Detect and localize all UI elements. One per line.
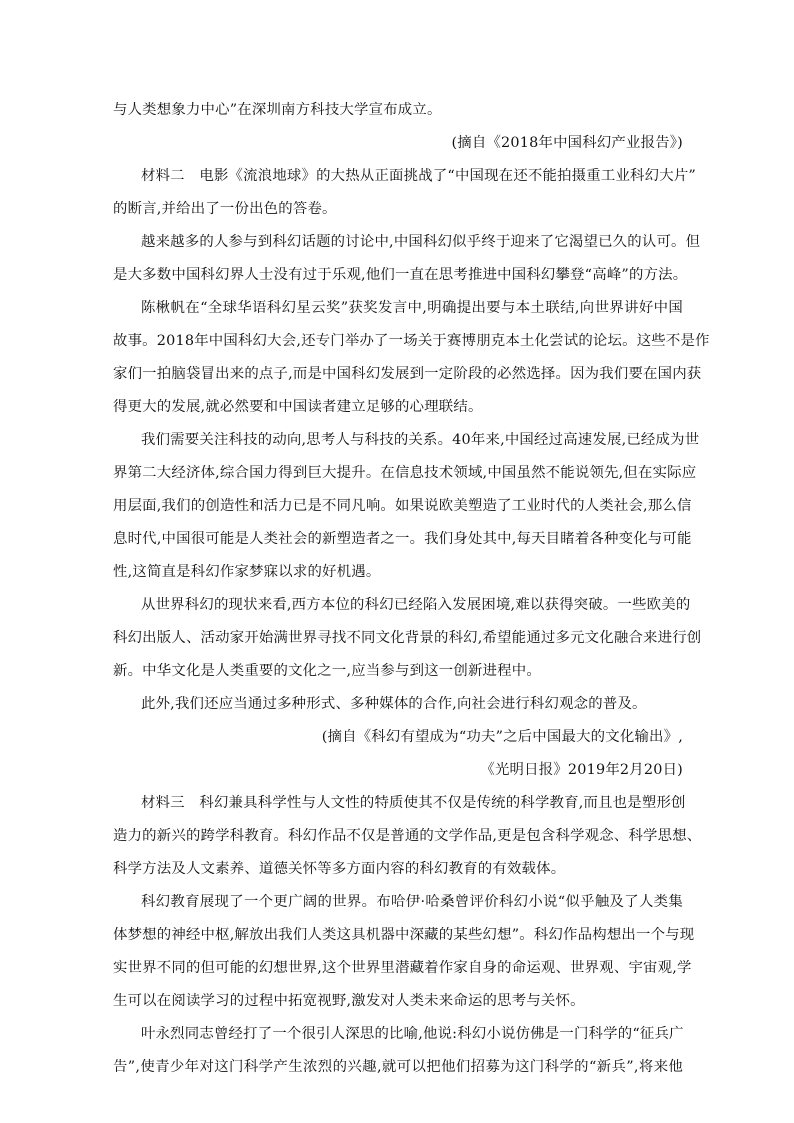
text-line: 息时代,中国很可能是人类社会的新塑造者之一。我们身处其中,每天目睹着各种变化与可能 xyxy=(113,531,692,547)
text-line: 家们一拍脑袋冒出来的点子,而是中国科幻发展到一定阶段的必然选择。因为我们要在国内获 xyxy=(113,366,702,382)
text-line: 此外,我们还应当通过多种形式、多种媒体的合作,向社会进行科幻观念的普及。 xyxy=(141,696,647,712)
text-line: 陈楸帆在“全球华语科幻星云奖”获奖发言中,明确提出要与本土联结,向世界讲好中国 xyxy=(141,300,683,316)
text-line: 性,这简直是科幻作家梦寐以求的好机遇。 xyxy=(113,564,381,580)
material-two-heading-line: 材料二 电影《流浪地球》的大热从正面挑战了“中国现在还不能拍摄重工业科幻大片” xyxy=(141,168,696,184)
text-line: 科幻出版人、活动家开始满世界寻找不同文化背景的科幻,希望能通过多元文化融合来进行创 xyxy=(113,630,702,646)
text-line: 是大多数中国科幻界人士没有过于乐观,他们一直在思考推进中国科幻攀登“高峰”的方法。 xyxy=(113,267,688,283)
text-line: 的断言,并给出了一份出色的答卷。 xyxy=(113,201,337,217)
text-line: 告”,使青少年对这门科学产生浓烈的兴趣,就可以把他们招募为这门科学的“新兵”,将来他 xyxy=(113,1059,683,1075)
text-line: 造力的新兴的跨学科教育。科幻作品不仅是普通的文学作品,更是包含科学观念、科学思想、 xyxy=(113,828,702,844)
text-line: 生可以在阅读学习的过程中拓宽视野,激发对人类未来命运的思考与关怀。 xyxy=(113,993,585,1009)
material-three-heading-line: 材料三 科幻兼具科学性与人文性的特质使其不仅是传统的科学教育,而且也是塑形创 xyxy=(141,795,686,811)
text-line: 越来越多的人参与到科幻话题的讨论中,中国科幻似乎终于迎来了它渴望已久的认可。但 xyxy=(141,234,701,250)
source-citation: 《光明日报》2019年2月20日) xyxy=(480,762,683,778)
text-line: 与人类想象力中心”在深圳南方科技大学宣布成立。 xyxy=(113,102,442,118)
text-line: 界第二大经济体,综合国力得到巨大提升。在信息技术领域,中国虽然不能说领先,但在实际应 xyxy=(113,465,697,481)
text-line: 体梦想的神经中枢,解放出我们人类这具机器中深藏的某些幻想”。科幻作品构想出一个与现 xyxy=(113,927,695,943)
source-citation: (摘自《科幻有望成为“功夫”之后中国最大的文化输出》, xyxy=(321,729,683,745)
text-line: 科幻教育展现了一个更广阔的世界。布哈伊·哈桑曾评价科幻小说“似乎触及了人类集 xyxy=(141,894,683,910)
text-line: 得更大的发展,就必然要和中国读者建立足够的心理联结。 xyxy=(113,399,483,415)
text-line: 用层面,我们的创造性和活力已是不同凡响。如果说欧美塑造了工业时代的人类社会,那么信 xyxy=(113,498,692,514)
text-line: 故事。2018年中国科幻大会,还专门举办了一场关于赛博朋克本土化尝试的论坛。这些不是作 xyxy=(113,333,710,349)
source-citation: (摘自《2018年中国科幻产业报告》) xyxy=(451,135,683,151)
text-line: 我们需要关注科技的动向,思考人与科技的关系。40年来,中国经过高速发展,已经成为世 xyxy=(141,432,700,448)
text-line: 从世界科幻的现状来看,西方本位的科幻已经陷入发展困境,难以获得突破。一些欧美的 xyxy=(141,597,691,613)
text-line: 科学方法及人文素养、道德关怀等多方面内容的科幻教育的有效载体。 xyxy=(113,861,566,877)
text-line: 叶永烈同志曾经打了一个很引人深思的比喻,他说:科幻小说仿佛是一门科学的“征兵广 xyxy=(141,1026,684,1042)
text-line: 新。中华文化是人类重要的文化之一,应当参与到这一创新进程中。 xyxy=(113,663,541,679)
text-line: 实世界不同的但可能的幻想世界,这个世界里潜藏着作家自身的命运观、世界观、宇宙观,学 xyxy=(113,960,692,976)
